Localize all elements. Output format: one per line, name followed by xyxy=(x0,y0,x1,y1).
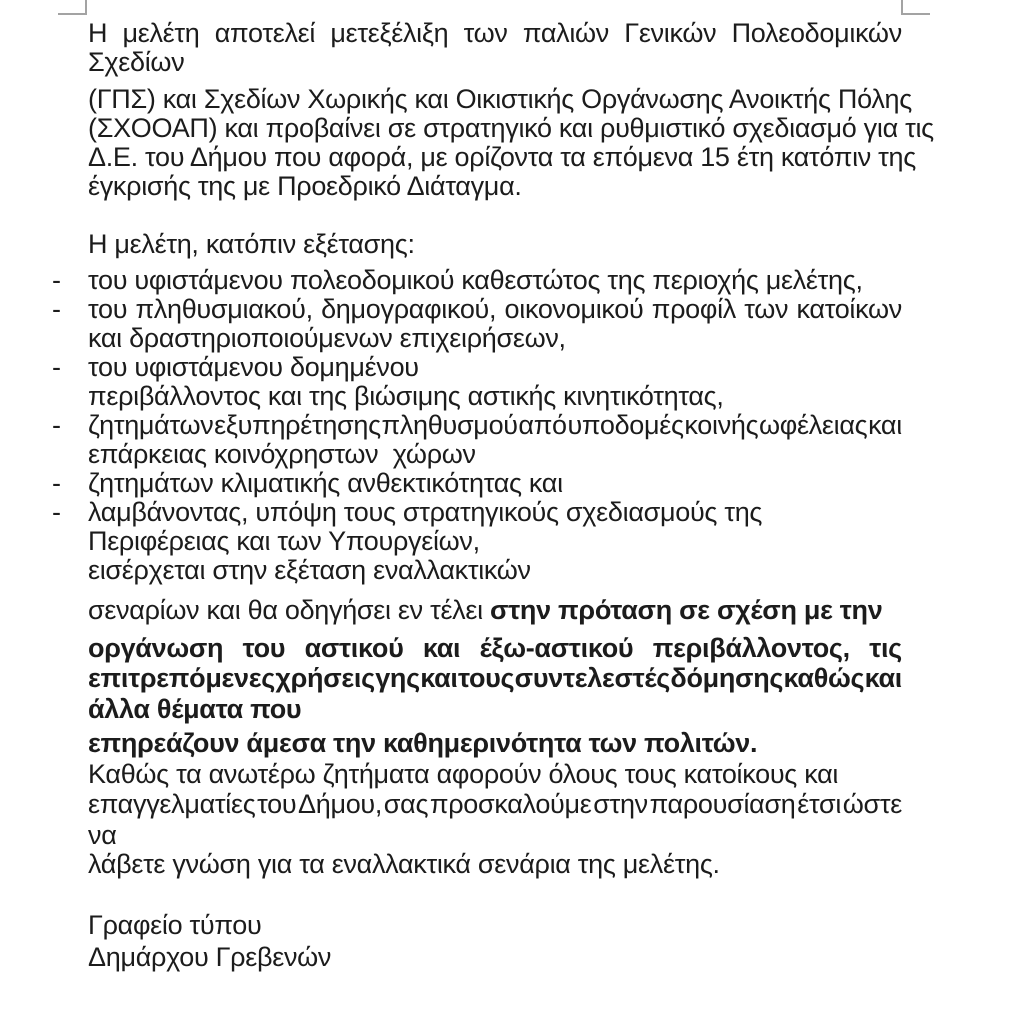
text-segment: εισέρχεται στην εξέταση εναλλακτικών xyxy=(88,555,531,585)
word: κοινής xyxy=(684,410,759,440)
word: ώστε xyxy=(842,789,902,819)
text-line xyxy=(88,324,902,353)
text-line xyxy=(88,943,902,972)
list-dash: - xyxy=(52,497,61,527)
word: Δήμου, xyxy=(298,789,383,819)
word: των xyxy=(463,18,508,48)
word: παρουσίαση xyxy=(649,789,796,819)
word: στην xyxy=(593,789,648,819)
text-line xyxy=(88,634,902,663)
word: ζητημάτων xyxy=(88,410,214,440)
text-segment: άλλα θέματα που xyxy=(88,694,302,724)
word: καθώς xyxy=(783,663,865,693)
text-line xyxy=(88,440,902,469)
text-line xyxy=(88,382,902,411)
word: Γενικών xyxy=(624,18,717,48)
list-dash: - xyxy=(52,294,61,324)
word: του xyxy=(88,294,128,324)
word: γης xyxy=(375,663,420,693)
document-body xyxy=(52,18,934,972)
text-segment: και δραστηριοποιούμενων επιχειρήσεων, xyxy=(88,323,566,353)
word: έτσι xyxy=(797,789,842,819)
text-line xyxy=(88,113,934,143)
word: εξυπηρέτησης xyxy=(214,410,381,440)
word: Πολεοδομικών xyxy=(731,18,902,48)
text-segment: στην πρόταση σε σχέση με την xyxy=(490,595,883,625)
text-line xyxy=(88,695,902,724)
word: δόμησης xyxy=(670,663,784,693)
word: πληθυσμού xyxy=(381,410,518,440)
text-segment: επηρεάζουν άμεσα την καθημερινότητα των πολιτών. xyxy=(88,728,758,758)
text-line xyxy=(88,790,902,819)
list-dash: - xyxy=(52,352,61,382)
word: και xyxy=(868,410,902,440)
word: έξω-αστικού xyxy=(479,633,634,663)
text-line xyxy=(52,497,902,527)
word: περιβάλλοντος, xyxy=(652,633,850,663)
text-line xyxy=(88,664,902,693)
word: Η xyxy=(88,18,108,48)
text-line xyxy=(52,352,902,382)
text-line xyxy=(88,172,902,201)
text-segment: (ΓΠΣ) και Σχεδίων Χωρικής και Οικιστικής Οργάνωσης Ανοικτής Πόλης xyxy=(88,84,912,114)
text-segment: έγκρισής της με Προεδρικό Διάταγμα. xyxy=(88,171,522,201)
text-segment: περιβάλλοντος και της βιώσιμης αστικής κινητικότητας, xyxy=(88,381,724,411)
text-segment: Δ.Ε. του Δήμου που αφορά, με ορίζοντα τα επόμενα 15 έτη κατόπιν της xyxy=(88,142,916,172)
word: επιτρεπόμενες xyxy=(88,663,276,693)
word: αποτελεί xyxy=(214,18,316,48)
margin-crop-mark-right-icon xyxy=(901,0,930,15)
word: χρήσεις xyxy=(275,663,375,693)
text-line xyxy=(88,850,902,879)
text-segment: να xyxy=(88,820,117,850)
text-segment: του υφιστάμενου πολεοδομικού καθεστώτος της περιοχής μελέτης, xyxy=(88,265,863,295)
text-line xyxy=(52,410,902,440)
text-segment: ζητημάτων κλιματικής ανθεκτικότητας και xyxy=(88,468,563,498)
word: μετεξέλιξη xyxy=(330,18,449,48)
text-line xyxy=(88,760,902,789)
word: τους xyxy=(457,663,515,693)
text-segment: του υφιστάμενου δομημένου xyxy=(88,352,419,382)
text-segment: λάβετε γνώση για τα εναλλακτικά σενάρια της μελέτης. xyxy=(88,849,720,879)
word: παλιών xyxy=(522,18,610,48)
word: υποδομές xyxy=(567,410,684,440)
list-dash: - xyxy=(52,265,61,295)
word: και xyxy=(420,663,458,693)
text-line xyxy=(88,596,902,625)
word: προφίλ xyxy=(651,294,736,324)
word: του xyxy=(242,633,286,663)
word: οικονομικού xyxy=(504,294,644,324)
list-dash: - xyxy=(52,410,61,440)
text-line xyxy=(88,142,916,172)
text-line xyxy=(52,468,902,498)
text-segment: Δημάρχου Γρεβενών xyxy=(88,942,332,972)
text-line xyxy=(88,48,902,77)
text-line xyxy=(88,230,902,259)
text-line xyxy=(88,821,902,850)
text-line xyxy=(52,265,902,295)
text-line xyxy=(88,556,902,585)
list-dash: - xyxy=(52,468,61,498)
word: και xyxy=(864,663,902,693)
text-segment: Γραφείο τύπου xyxy=(88,910,262,940)
word: και xyxy=(422,633,461,663)
word: επαγγελματίες xyxy=(88,789,256,819)
word: συντελεστές xyxy=(514,663,671,693)
word: των xyxy=(744,294,789,324)
text-segment: Σχεδίων xyxy=(88,47,185,77)
text-line xyxy=(88,911,902,940)
text-line xyxy=(88,84,912,114)
text-segment: Περιφέρειας και των Υπουργείων, xyxy=(88,526,480,556)
word: τις xyxy=(869,633,902,663)
word: δημογραφικού, xyxy=(321,294,497,324)
text-line xyxy=(88,729,902,758)
text-line xyxy=(88,527,902,556)
word: κατοίκων xyxy=(796,294,902,324)
word: μελέτη xyxy=(122,18,200,48)
word: προσκαλούμε xyxy=(429,789,592,819)
text-line xyxy=(52,294,902,324)
word: αστικού xyxy=(304,633,404,663)
text-line xyxy=(88,19,902,48)
word: οργάνωση xyxy=(88,633,224,663)
word: του xyxy=(257,789,297,819)
word: σας xyxy=(383,789,429,819)
text-segment: επάρκειας κοινόχρηστων χώρων xyxy=(88,439,476,469)
margin-crop-mark-left-icon xyxy=(58,0,87,15)
word: ωφέλειας xyxy=(759,410,868,440)
word: από xyxy=(518,410,567,440)
text-segment: λαμβάνοντας, υπόψη τους στρατηγικούς σχεδιασμούς της xyxy=(88,497,763,527)
text-segment: Καθώς τα ανωτέρω ζητήματα αφορούν όλους τους κατοίκους και xyxy=(88,759,839,789)
text-segment: (ΣΧΟΟΑΠ) και προβαίνει σε στρατηγικό και ρυθμιστικό σχεδιασμό για τις xyxy=(88,113,934,143)
text-segment: Η μελέτη, κατόπιν εξέτασης: xyxy=(88,229,415,259)
word: πληθυσμιακού, xyxy=(135,294,313,324)
text-segment: σεναρίων και θα οδηγήσει εν τέλει xyxy=(88,595,491,625)
